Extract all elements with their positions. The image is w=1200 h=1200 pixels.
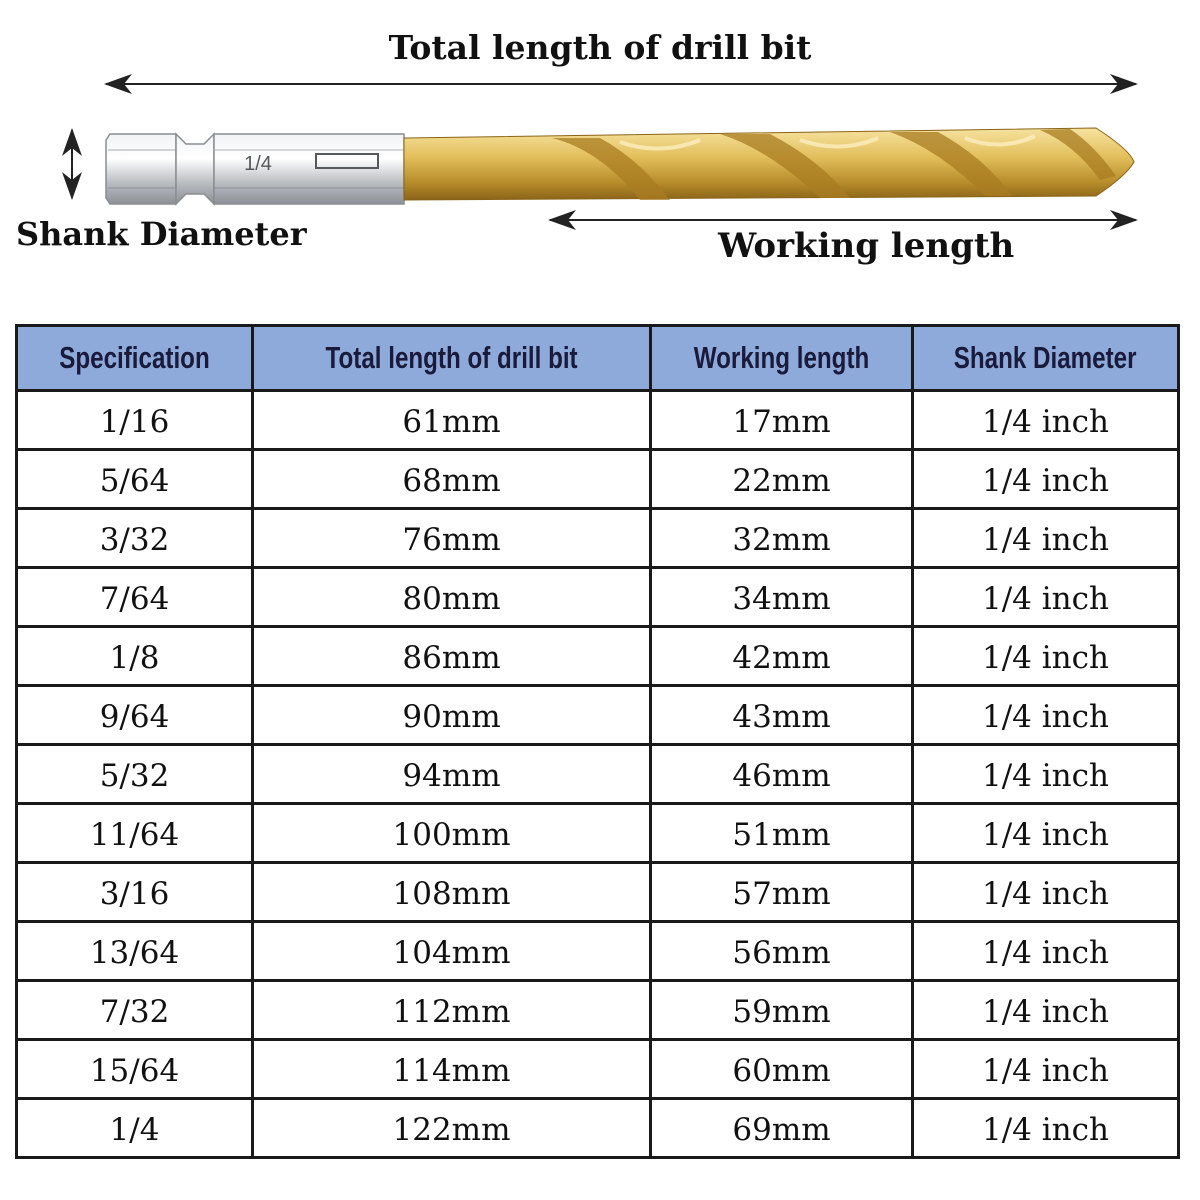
- cell-working-length: 59mm: [651, 981, 913, 1040]
- table-row: [17, 509, 1179, 568]
- cell-total-length: 61mm: [253, 391, 651, 450]
- drill-bit-diagram: [0, 0, 1200, 310]
- cell-specification: 7/32: [17, 981, 253, 1040]
- cell-working-length: 42mm: [651, 627, 913, 686]
- table-row: [17, 568, 1179, 627]
- cell-specification: 9/64: [17, 686, 253, 745]
- cell-shank-diameter: 1/4 inch: [913, 863, 1179, 922]
- cell-total-length: 104mm: [253, 922, 651, 981]
- header-specification: Specification: [17, 326, 253, 391]
- cell-specification: 3/32: [17, 509, 253, 568]
- header-working-length: Working length: [651, 326, 913, 391]
- cell-total-length: 90mm: [253, 686, 651, 745]
- cell-shank-diameter: 1/4 inch: [913, 804, 1179, 863]
- table-row: [17, 804, 1179, 863]
- cell-total-length: 114mm: [253, 1040, 651, 1099]
- cell-working-length: 32mm: [651, 509, 913, 568]
- table-row: [17, 627, 1179, 686]
- cell-shank-diameter: 1/4 inch: [913, 922, 1179, 981]
- cell-shank-diameter: 1/4 inch: [913, 686, 1179, 745]
- cell-shank-diameter: 1/4 inch: [913, 1099, 1179, 1158]
- cell-total-length: 76mm: [253, 509, 651, 568]
- table-header-row: [17, 326, 1179, 391]
- cell-total-length: 68mm: [253, 450, 651, 509]
- cell-shank-diameter: 1/4 inch: [913, 981, 1179, 1040]
- cell-working-length: 46mm: [651, 745, 913, 804]
- cell-working-length: 34mm: [651, 568, 913, 627]
- header-total-length: Total length of drill bit: [253, 326, 651, 391]
- shank-diameter-label: Shank Diameter: [16, 215, 307, 253]
- table-row: [17, 745, 1179, 804]
- drill-flute: [404, 128, 1134, 200]
- cell-total-length: 112mm: [253, 981, 651, 1040]
- cell-working-length: 22mm: [651, 450, 913, 509]
- table-row: [17, 1040, 1179, 1099]
- cell-total-length: 100mm: [253, 804, 651, 863]
- cell-specification: 3/16: [17, 863, 253, 922]
- table-row: [17, 981, 1179, 1040]
- cell-shank-diameter: 1/4 inch: [913, 627, 1179, 686]
- cell-specification: 15/64: [17, 1040, 253, 1099]
- table-row: [17, 391, 1179, 450]
- cell-shank-diameter: 1/4 inch: [913, 568, 1179, 627]
- cell-total-length: 108mm: [253, 863, 651, 922]
- cell-working-length: 57mm: [651, 863, 913, 922]
- cell-working-length: 56mm: [651, 922, 913, 981]
- table-row: [17, 450, 1179, 509]
- total-length-label: Total length of drill bit: [388, 28, 812, 67]
- cell-total-length: 86mm: [253, 627, 651, 686]
- cell-specification: 1/4: [17, 1099, 253, 1158]
- cell-working-length: 17mm: [651, 391, 913, 450]
- cell-specification: 7/64: [17, 568, 253, 627]
- cell-shank-diameter: 1/4 inch: [913, 745, 1179, 804]
- cell-total-length: 80mm: [253, 568, 651, 627]
- cell-shank-diameter: 1/4 inch: [913, 450, 1179, 509]
- shank-marking: 1/4: [244, 153, 272, 175]
- cell-working-length: 43mm: [651, 686, 913, 745]
- cell-specification: 11/64: [17, 804, 253, 863]
- cell-specification: 1/16: [17, 391, 253, 450]
- cell-shank-diameter: 1/4 inch: [913, 1040, 1179, 1099]
- drill-bit-drawing: [0, 0, 1200, 310]
- cell-shank-diameter: 1/4 inch: [913, 391, 1179, 450]
- cell-working-length: 51mm: [651, 804, 913, 863]
- cell-specification: 5/64: [17, 450, 253, 509]
- cell-total-length: 94mm: [253, 745, 651, 804]
- specification-table: [15, 324, 1180, 1159]
- cell-total-length: 122mm: [253, 1099, 651, 1158]
- cell-specification: 5/32: [17, 745, 253, 804]
- table-row: [17, 1099, 1179, 1158]
- cell-specification: 1/8: [17, 627, 253, 686]
- working-length-label: Working length: [718, 226, 1015, 266]
- cell-specification: 13/64: [17, 922, 253, 981]
- cell-working-length: 69mm: [651, 1099, 913, 1158]
- table-row: [17, 922, 1179, 981]
- header-shank-diameter: Shank Diameter: [913, 326, 1179, 391]
- cell-shank-diameter: 1/4 inch: [913, 509, 1179, 568]
- table-row: [17, 686, 1179, 745]
- cell-working-length: 60mm: [651, 1040, 913, 1099]
- table-row: [17, 863, 1179, 922]
